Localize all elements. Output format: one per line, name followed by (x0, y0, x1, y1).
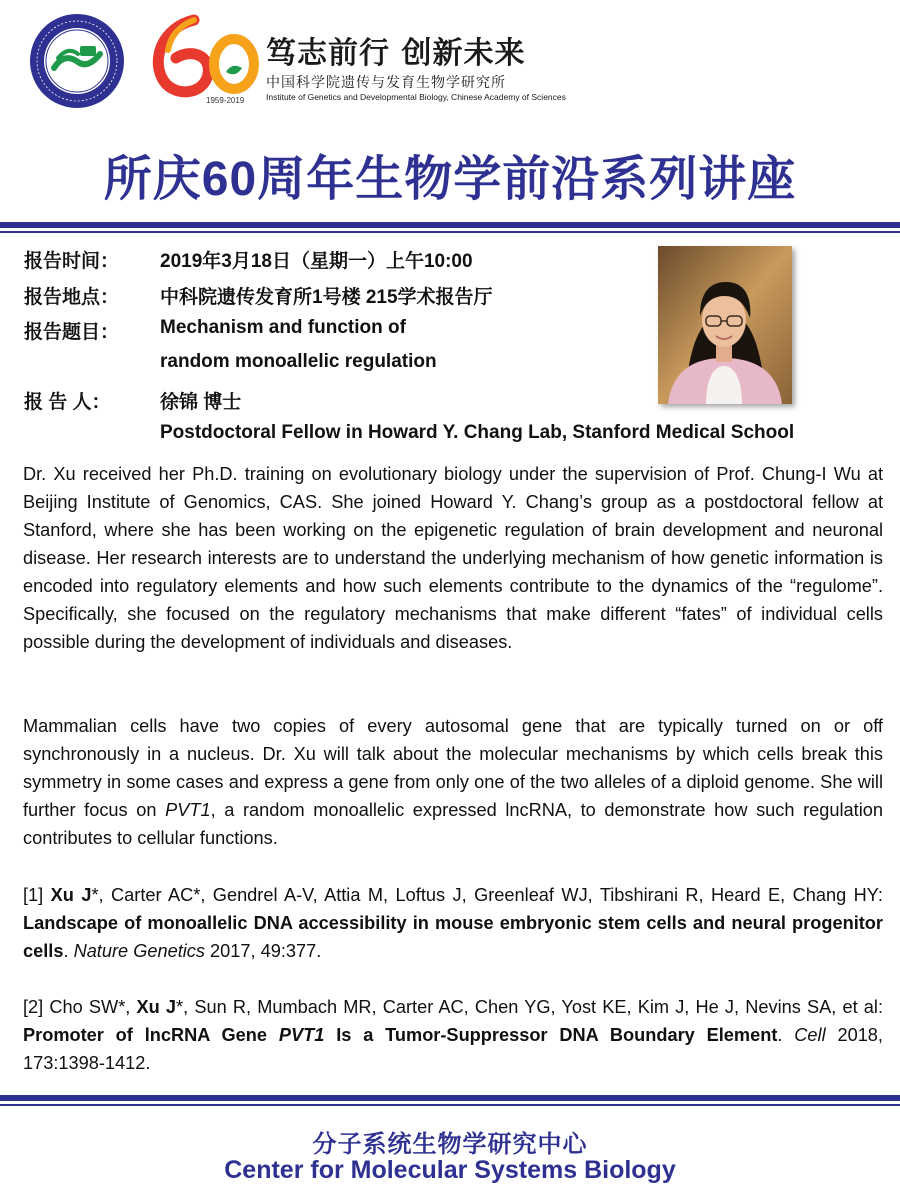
topic-label: 报告题目： (24, 322, 120, 343)
ref2-authors: *, Sun R, Mumbach MR, Carter AC, Chen YG, Yost KE, Kim J, He J, Nevins SA, et al: (176, 997, 884, 1017)
title-divider-thick (0, 222, 900, 228)
ref1-journal: Nature Genetics (73, 941, 205, 961)
topic-line-1: Mechanism and function of (160, 317, 406, 338)
anniversary-years: 1959-2019 (206, 96, 245, 105)
time-label: 报告时间： (24, 251, 120, 272)
abstract-text-1: Mammalian cells have two copies of every autosomal gene that are typically turned on or off synchronously in a nucleus. Dr. Xu will talk about the molecular mechanisms by which cells break this symmetry in some cases and express a gene from only one of the two alleles of a diploid genome. She will further focus on (23, 716, 883, 820)
ref1-number: [1] (23, 885, 51, 905)
ref2-title-b: Is a Tumor-Suppressor DNA Boundary Element (324, 1025, 778, 1045)
center-name-en: Center for Molecular Systems Biology (224, 1156, 676, 1184)
center-name-cn: 分子系统生物学研究中心 (312, 1131, 588, 1158)
ref1-separator: . (63, 941, 74, 961)
place-label: 报告地点： (24, 287, 120, 308)
ref2-first-author: Cho SW*, (49, 997, 137, 1017)
ref1-highlight-author: Xu J (50, 885, 92, 905)
title-divider-thin (0, 231, 900, 233)
ref1-authors: *, Carter AC*, Gendrel A-V, Attia M, Loftus J, Greenleaf WJ, Tibshirani R, Heard E, Chang HY: (91, 885, 883, 905)
topic-line-2: random monoallelic regulation (160, 351, 437, 372)
footer-divider-thick (0, 1095, 900, 1101)
place-value: 中科院遗传发育所1号楼 215学术报告厅 (160, 287, 493, 308)
institute-name-en: Institute of Genetics and Developmental Biology, Chinese Academy of Sciences (266, 92, 566, 102)
institute-name-cn: 中国科学院遗传与发育生物学研究所 (266, 74, 506, 90)
motto-slogan: 笃志前行 创新未来 (266, 36, 526, 71)
ref2-separator: . (777, 1025, 795, 1045)
reference-1 (23, 881, 883, 965)
ref1-details: 2017, 49:377. (204, 941, 322, 961)
ref2-journal: Cell (794, 1025, 826, 1045)
ref1-title: Landscape of monoallelic DNA accessibility in mouse embryonic stem cells and neural progenitor cells (23, 913, 883, 961)
abstract-gene: PVT1 (165, 800, 211, 820)
speaker-photo (658, 246, 792, 404)
ref2-title (23, 1025, 777, 1045)
speaker-bio: Dr. Xu received her Ph.D. training on evolutionary biology under the supervision of Prof. Chung-I Wu at Beijing Institute of Genomics, CAS. She joined Howard Y. Chang’s group as a postdoctoral fellow at Stanford, where she has been working on the epigenetic regulation of brain development and neuronal disease. Her research interests are to understand the underlying mechanism of how genetic information is encoded into regulatory elements and how such elements contribute to the dynamics of the “regulome”. Specifically, she focused on the regulatory mechanisms that make different “fates” of individual cells possible during the development of individuals and diseases. (23, 464, 883, 652)
institute-seal-logo (28, 12, 126, 110)
speaker-name: 徐锦 博士 (160, 392, 242, 413)
reference-2 (23, 993, 883, 1077)
lecture-series-title: 所庆60周年生物学前沿系列讲座 (103, 153, 797, 206)
talk-abstract (23, 712, 883, 852)
ref2-number: [2] (23, 997, 50, 1017)
ref2-details: 2018, 173:1398-1412. (23, 1025, 883, 1073)
ref2-title-gene: PVT1 (278, 1025, 325, 1045)
ref2-highlight-author: Xu J (136, 997, 177, 1017)
anniversary-60-logo (148, 14, 260, 108)
time-value: 2019年3月18日（星期一）上午10:00 (160, 251, 473, 272)
speaker-label: 报 告 人： (24, 392, 111, 413)
footer-divider-thin (0, 1104, 900, 1106)
ref2-title-a: Promoter of lncRNA Gene (23, 1025, 279, 1045)
abstract-text-2: , a random monoallelic expressed lncRNA, to demonstrate how such regulation contributes to cellular functions. (23, 800, 883, 848)
speaker-affiliation: Postdoctoral Fellow in Howard Y. Chang Lab, Stanford Medical School (160, 422, 795, 443)
